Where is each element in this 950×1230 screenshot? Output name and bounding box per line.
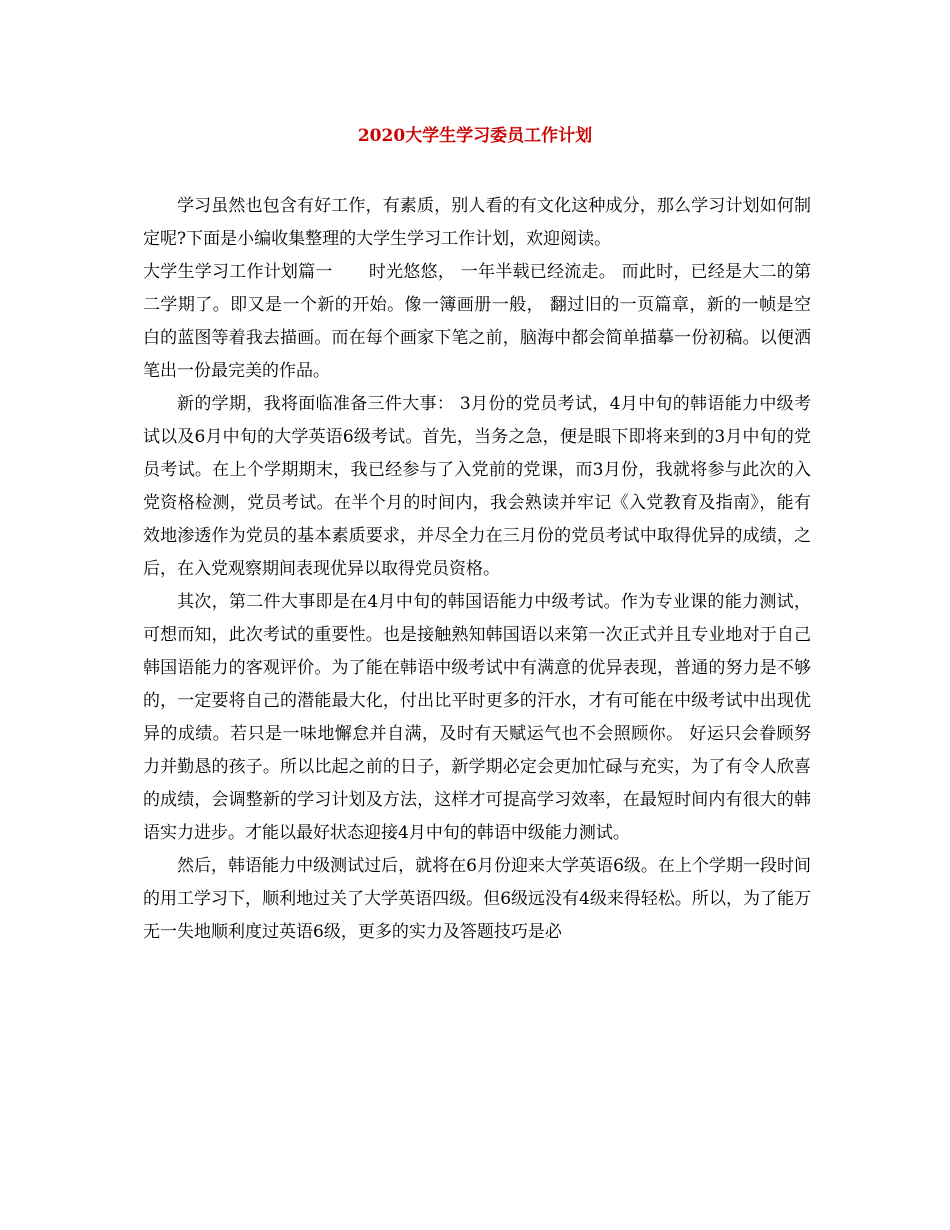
document-title: 2020大学生学习委员工作计划 (357, 126, 593, 146)
section-heading: 大学生学习工作计划篇一 (143, 262, 333, 282)
body-paragraph-3: 然后，韩语能力中级测试过后，就将在6月份迎来大学英语6级。在上个学期一段时间的用工学习下，顺利地过关了大学英语四级。但6级远没有4级来得轻松。所以，为了能万无一失地顺利度过英语6级，更多的实力及答题技巧是必 (143, 856, 811, 942)
body-paragraph-2: 其次，第二件大事即是在4月中旬的韩国语能力中级考试。作为专业课的能力测试，可想而知，此次考试的重要性。也是接触熟知韩国语以来第一次正式并且专业地对于自己韩国语能力的客观评价。为了能在韩语中级考试中有满意的优异表现，普通的努力是不够的，一定要将自己的潜能最大化，付出比平时更多的汗水，才有可能在中级考试中出现优异的成绩。若只是一味地懈怠并自满，及时有天赋运气也不会照顾你。 好运只会眷顾努力并勤恳的孩子。所以比起之前的日子，新学期必定会更加忙碌与充实，为了有令人欣喜的成绩，会调整新的学习计划及方法，这样才可提高学习效率，在最短时间内有很大的韩语实力进步。才能以最好状态迎接4月中旬的韩语中级能力测试。 (143, 592, 811, 843)
section-paragraph (143, 256, 811, 388)
section-opening-text: 时光悠悠， 一年半载已经流走。 而此时，已经是大二的第二学期了。即又是一个新的开始。像一簿画册一般， 翻过旧的一页篇章，新的一帧是空白的蓝图等着我去描画。而在每个画家下笔之前，脑海中都会简单描摹一份初稿。以便洒笔出一份最完美的作品。 (143, 262, 812, 381)
intro-paragraph: 学习虽然也包含有好工作，有素质，别人看的有文化这种成分，那么学习计划如何制定呢?下面是小编收集整理的大学生学习工作计划，欢迎阅读。 (143, 196, 811, 249)
body-paragraph-1: 新的学期，我将面临准备三件大事： 3月份的党员考试，4月中旬的韩语能力中级考试以及6月中旬的大学英语6级考试。首先，当务之急，便是眼下即将来到的3月中旬的党员考试。在上个学期期末，我已经参与了入党前的党课，而3月份，我就将参与此次的入党资格检测，党员考试。在半个月的时间内，我会熟读并牢记《入党教育及指南》，能有效地渗透作为党员的基本素质要求，并尽全力在三月份的党员考试中取得优异的成绩，之后，在入党观察期间表现优异以取得党员资格。 (143, 394, 811, 579)
document-body (143, 190, 811, 949)
